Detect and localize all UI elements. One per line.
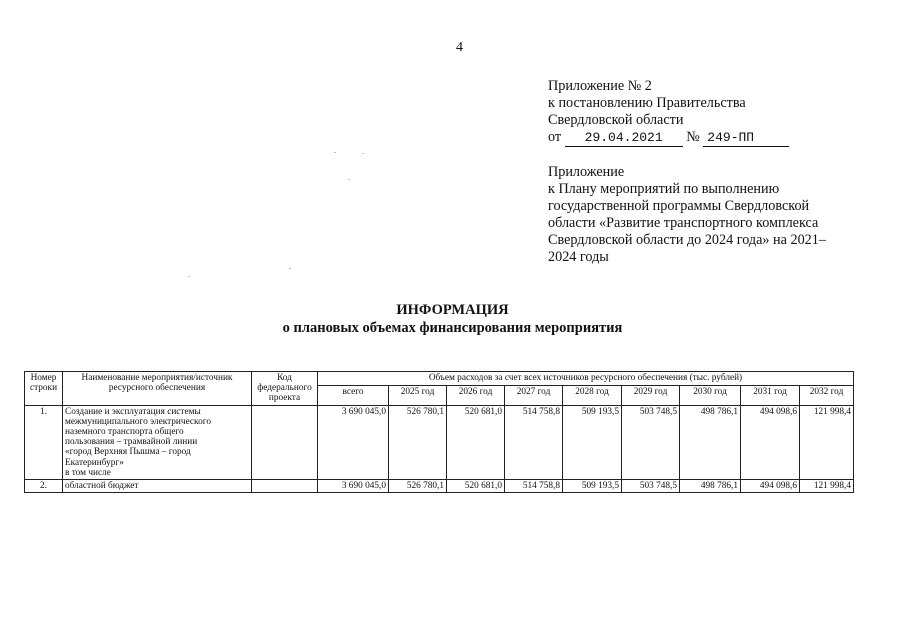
row-number: 1.	[25, 405, 63, 479]
annex-line: к постановлению Правительства	[548, 95, 746, 111]
scan-speck	[188, 276, 190, 277]
header-year: 2027 год	[505, 386, 563, 406]
annex-line: 2024 годы	[548, 249, 609, 265]
row-name-line: Создание и эксплуатация системы	[65, 406, 201, 417]
document-subtitle: о плановых объемах финансирования мероприятия	[282, 320, 623, 336]
row-year-value: 503 748,5	[622, 480, 680, 493]
row-year-value: 509 193,5	[563, 480, 622, 493]
header-name: Наименование мероприятия/источник ресурсного обеспечения	[63, 372, 252, 406]
header-expenses-group: Объем расходов за счет всех источников ресурсного обеспечения (тыс. рублей)	[318, 372, 854, 386]
scan-speck	[348, 179, 350, 180]
row-name-line: пользования – трамвайной линии	[65, 437, 198, 448]
row-name-line: областной бюджет	[65, 481, 139, 492]
document-title: ИНФОРМАЦИЯ	[396, 302, 509, 318]
annex-line: государственной программы Свердловской	[548, 198, 810, 214]
row-name-line: Екатеринбург»	[65, 457, 124, 468]
row-total: 3 690 045,0	[318, 480, 389, 493]
annex-line: Свердловской области до 2024 года» на 2021–	[548, 232, 826, 248]
row-year-value: 494 098,6	[741, 480, 800, 493]
header-year: 2025 год	[389, 386, 447, 406]
annex-block-resolution	[548, 78, 789, 147]
page-number: 4	[456, 40, 463, 55]
resolution-date: 29.04.2021	[565, 130, 683, 147]
row-year-value: 498 786,1	[680, 405, 741, 479]
annex-line: области «Развитие транспортного комплекса	[548, 215, 819, 231]
row-year-value: 121 998,4	[800, 480, 854, 493]
row-year-value: 498 786,1	[680, 480, 741, 493]
table-row	[25, 480, 854, 493]
row-name	[63, 480, 252, 493]
row-year-value: 520 681,0	[447, 405, 505, 479]
annex-line: к Плану мероприятий по выполнению	[548, 181, 780, 197]
header-code: Код федерального проекта	[252, 372, 318, 406]
row-year-value: 121 998,4	[800, 405, 854, 479]
header-year: 2026 год	[447, 386, 505, 406]
row-year-value: 526 780,1	[389, 480, 447, 493]
table-row	[25, 405, 854, 479]
header-row-number: Номер строки	[25, 372, 63, 406]
scan-speck	[289, 268, 291, 269]
row-year-value: 514 758,8	[505, 480, 563, 493]
header-year: 2032 год	[800, 386, 854, 406]
header-year: 2031 год	[741, 386, 800, 406]
header-year: 2030 год	[680, 386, 741, 406]
row-year-value: 503 748,5	[622, 405, 680, 479]
row-name-line: «город Верхняя Пышма – город	[65, 447, 191, 458]
header-year: 2029 год	[622, 386, 680, 406]
row-total: 3 690 045,0	[318, 405, 389, 479]
scan-speck	[362, 153, 364, 154]
row-name	[63, 405, 252, 479]
row-year-value: 526 780,1	[389, 405, 447, 479]
number-prefix: №	[686, 129, 700, 145]
row-code	[252, 405, 318, 479]
header-total: всего	[318, 386, 389, 406]
annex-date-line	[548, 129, 789, 147]
resolution-number: 249-ПП	[703, 130, 789, 147]
header-year: 2028 год	[563, 386, 622, 406]
annex-block-plan	[548, 164, 826, 266]
row-name-line: в том числе	[65, 467, 111, 478]
row-name-line: наземного транспорта общего	[65, 427, 184, 438]
scan-speck	[334, 152, 336, 153]
row-code	[252, 480, 318, 493]
row-year-value: 514 758,8	[505, 405, 563, 479]
row-name-line: межмуниципального электрического	[65, 416, 211, 427]
table-header-row	[25, 372, 854, 386]
row-year-value: 520 681,0	[447, 480, 505, 493]
row-number: 2.	[25, 480, 63, 493]
annex-title: Приложение № 2	[548, 78, 652, 94]
row-year-value: 509 193,5	[563, 405, 622, 479]
row-year-value: 494 098,6	[741, 405, 800, 479]
date-prefix: от	[548, 129, 562, 145]
annex-title: Приложение	[548, 164, 625, 180]
annex-line: Свердловской области	[548, 112, 684, 128]
financing-table	[24, 371, 854, 493]
